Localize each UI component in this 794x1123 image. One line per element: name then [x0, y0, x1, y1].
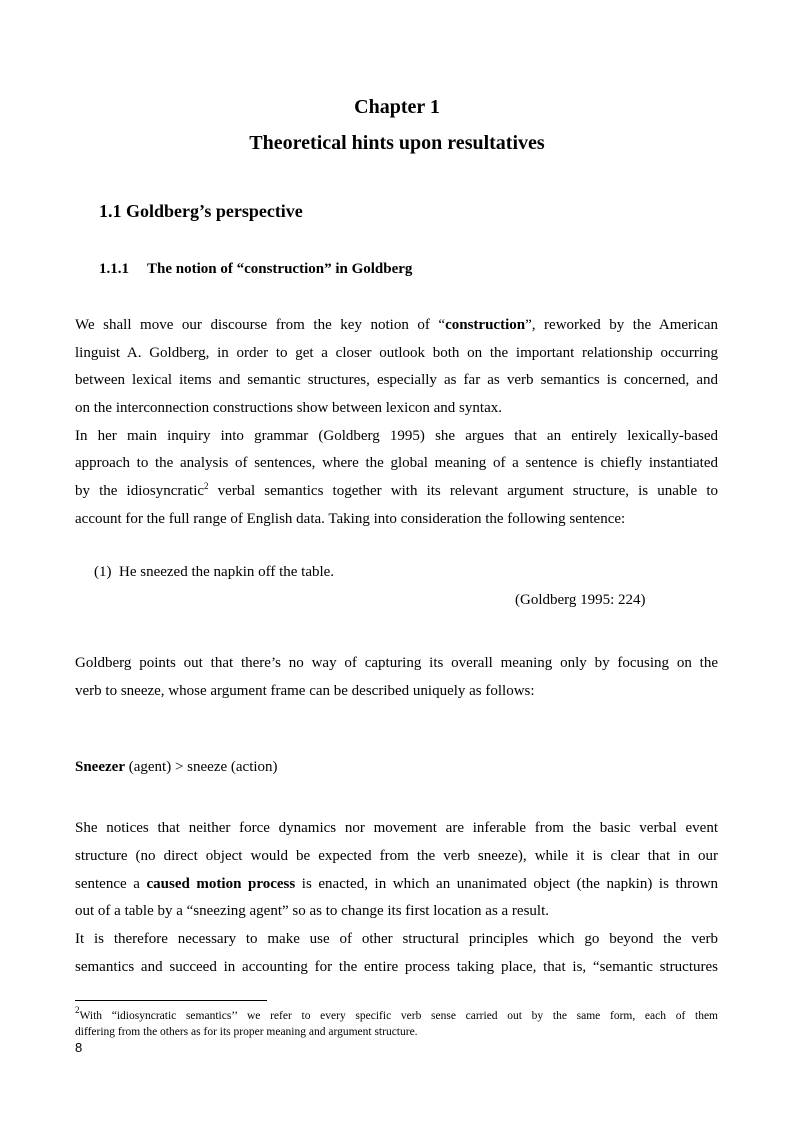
para4-line1: She notices that neither force dynamics nor movement are inferable from the basic verbal event — [75, 820, 718, 836]
footnote-marker: 2 — [75, 1005, 80, 1015]
para3-line1: Goldberg points out that there’s no way of capturing its overall meaning only by focusing on the — [75, 655, 718, 671]
para5-line1: It is therefore necessary to make use of other structural principles which go beyond the verb — [75, 931, 718, 947]
para1-line1: We shall move our discourse from the key notion of “construction”, reworked by the American — [75, 317, 718, 333]
para2-line2: approach to the analysis of sentences, where the global meaning of a sentence is chiefly instantiated — [75, 455, 718, 471]
para3-line2: verb to sneeze, whose argument frame can be described uniquely as follows: — [75, 683, 535, 699]
term-construction: construction — [445, 317, 526, 333]
para1-line4: on the interconnection constructions show between lexicon and syntax. — [75, 400, 502, 416]
example-citation: (Goldberg 1995: 224) — [515, 592, 646, 608]
page-number: 8 — [75, 1040, 83, 1055]
para2-line1: In her main inquiry into grammar (Goldberg 1995) she argues that an entirely lexically-based — [75, 428, 718, 444]
subsection-title: The notion of “construction” in Goldberg — [147, 261, 413, 277]
footnote-line2: differing from the others as for its proper meaning and argument structure. — [75, 1026, 418, 1038]
para4-line2: structure (no direct object would be expected from the verb sneeze), while it is clear that in our — [75, 848, 718, 864]
chapter-title: Theoretical hints upon resultatives — [249, 132, 545, 154]
para2-line3: by the idiosyncratic$^2$ verbal semantics together with its relevant argument structure, is unable to — [75, 481, 718, 499]
para1-line2: linguist A. Goldberg, in order to get a closer outlook both on the important relationship occurring — [75, 345, 718, 361]
para1-line3: between lexical items and semantic structures, especially as far as verb semantics is concerned, and — [75, 372, 718, 388]
footnote-separator — [75, 1000, 267, 1001]
footnote-ref: 2 — [204, 481, 209, 491]
para5-line2: semantics and succeed in accounting for the entire process taking place, that is, “semantic structures — [75, 959, 718, 975]
chapter-label: Chapter 1 — [354, 96, 440, 118]
term-caused-motion: caused motion process — [146, 876, 296, 892]
subsection-heading — [99, 261, 412, 278]
para2-line4: account for the full range of English data. Taking into consideration the following sentence: — [75, 511, 626, 527]
frame-sneezer: Sneezer — [75, 759, 125, 775]
para4-line3: sentence a caused motion process is enacted, in which an unanimated object (the napkin) is thrown — [75, 876, 718, 892]
para4-line4: out of a table by a “sneezing agent” so as to change its first location as a result. — [75, 903, 550, 919]
example-sentence: He sneezed the napkin off the table. — [119, 564, 335, 580]
example-number: (1) — [94, 564, 112, 580]
subsection-number: 1.1.1 — [99, 261, 129, 277]
section-heading: 1.1 Goldberg’s perspective — [99, 201, 303, 221]
footnote-line1: $^2$With “idiosyncratic semantics’’ we refer to every specific verb sense carried out by the same form, each of them — [75, 1005, 718, 1022]
argument-frame: Sneezer (agent) > sneeze (action) — [75, 759, 278, 775]
